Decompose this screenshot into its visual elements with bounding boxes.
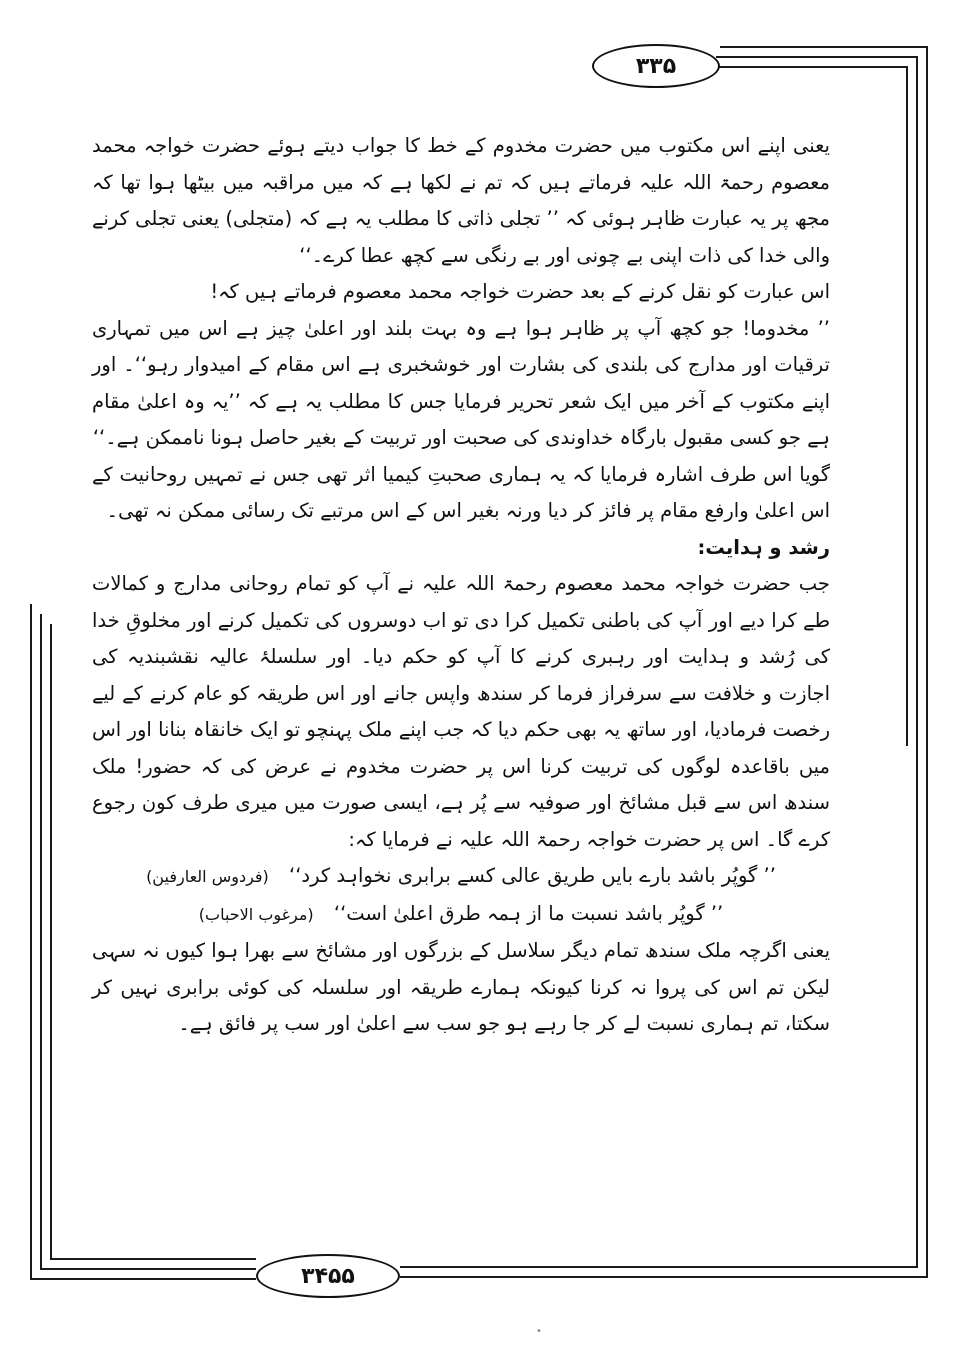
frame-line-top-2 (716, 56, 918, 58)
section-heading: رشد و ہدایت: (697, 535, 830, 559)
paragraph-5: جب حضرت خواجہ محمد معصوم رحمۃ اللہ علیہ نے آپ کو تمام روحانی مدارج و کمالات طے کرا دیے اور آپ کی باطنی تکمیل کرا دی تو اب دوسروں کی تکمیل کرنے اور مخلوقِ خدا کی رُشد و ہدایت اور رہبری کرنے کا آپ کو حکم دیا۔ اور سلسلۂ عالیہ نقشبندیہ کی اجازت و خلافت سے سرفراز فرما کر سندھ واپس جانے اور اس طریقہ کو عام کرنے کے لیے رخصت فرمادیا، اور ساتھ یہ بھی حکم دیا کہ جب اپنے ملک پہنچو تو ایک خانقاہ بنانا اور اس میں باقاعدہ لوگوں کی تربیت کرنا اس پر حضرت مخدوم نے عرض کی کہ حضور! ملک سندھ اس سے قبل مشائخ اور صوفیہ سے پُر ہے، ایسی صورت میں میری طرف کون رجوع کرے گا۔ اس پر حضرت خواجہ رحمۃ اللہ علیہ نے فرمایا کہ: (92, 572, 830, 851)
main-text (92, 128, 830, 1043)
verse-1-source: (فردوس العارفین) (146, 867, 269, 886)
page-speck: • (536, 1326, 542, 1337)
frame-line-top-3 (712, 66, 908, 68)
paragraph-6: یعنی اگرچہ ملک سندھ تمام دیگر سلاسل کے بزرگوں اور مشائخ سے بھرا ہوا کیوں نہ سہی لیکن تم اس کی پروا نہ کرنا کیونکہ ہمارے طریقہ اور سلسلہ کی کوئی برابری نہیں کر سکتا، تم ہماری نسبت لے کر جا رہے ہو جو سب سے اعلیٰ اور سب پر فائق ہے۔ (92, 939, 830, 1035)
frame-line-lower-1 (30, 1278, 256, 1280)
paragraph-2: اس عبارت کو نقل کرنے کے بعد حضرت خواجہ محمد معصوم فرماتے ہیں کہ! (210, 280, 830, 303)
frame-line-lower-2 (40, 1268, 256, 1270)
verse-1-text: ’’ گوپُر باشد بارے بایں طریق عالی کسے برابری نخواہد کرد‘‘ (289, 864, 776, 887)
verse-1 (92, 858, 830, 896)
page-number-top: ۳۳۵ (592, 44, 720, 88)
verse-2-source: (مرغوب الاحباب) (198, 904, 314, 924)
verse-2 (92, 896, 830, 934)
frame-line-lower-3 (50, 1258, 256, 1260)
frame-line-left-1 (30, 604, 32, 1280)
frame-line-right-3 (906, 66, 908, 746)
frame-line-top-1 (720, 46, 928, 48)
frame-line-bottom-1 (400, 1276, 928, 1278)
frame-line-left-3 (50, 624, 52, 1260)
frame-line-left-2 (40, 614, 42, 1270)
frame-line-right-1 (926, 46, 928, 1278)
paragraph-3: ’’ مخدوما! جو کچھ آپ پر ظاہر ہوا ہے وہ بہت بلند اور اعلیٰ چیز ہے اس میں تمہاری ترقیات اور مدارج کی بلندی کی بشارت اور خوشخبری ہے اس مقام کے امیدوار رہو‘‘۔ اور اپنے مکتوب کے آخر میں ایک شعر تحریر فرمایا جس کا مطلب یہ ہے کہ ’’یہ وہ اعلیٰ مقام ہے جو کسی مقبول بارگاہ خداوندی کی صحبت اور تربیت کے بغیر حاصل ہونا ناممکن ہے۔‘‘ (92, 316, 830, 449)
paragraph-1: یعنی اپنے اس مکتوب میں حضرت مخدوم کے خط کا جواب دیتے ہوئے حضرت خواجہ محمد معصوم رحمۃ اللہ علیہ فرماتے ہیں کہ تم نے لکھا ہے کہ میں مراقبہ میں بیٹھا ہوا تھا کہ مجھ پر یہ عبارت ظاہر ہوئی کہ ’’ تجلی ذاتی کا مطلب یہ ہے کہ (متجلی) یعنی تجلی کرنے والی خدا کی ذات اپنی بے چونی اور بے رنگی سے کچھ عطا کرے۔‘‘ (92, 134, 830, 267)
paragraph-4: گویا اس طرف اشارہ فرمایا کہ یہ ہماری صحبتِ کیمیا اثر تھی جس نے تمہیں روحانیت کے اس اعلیٰ وارفع مقام پر فائز کر دیا ورنہ بغیر اس کے اس مرتبے تک رسائی ممکن نہ تھی۔ (92, 462, 830, 522)
frame-line-bottom-2 (400, 1266, 918, 1268)
page-number-bottom: ۳۴۵۵ (256, 1254, 400, 1298)
frame-line-right-2 (916, 56, 918, 1268)
verse-2-text: ’’ گوپُر باشد نسبت ما از ہمہ طرق اعلیٰ است‘‘ (333, 901, 724, 925)
